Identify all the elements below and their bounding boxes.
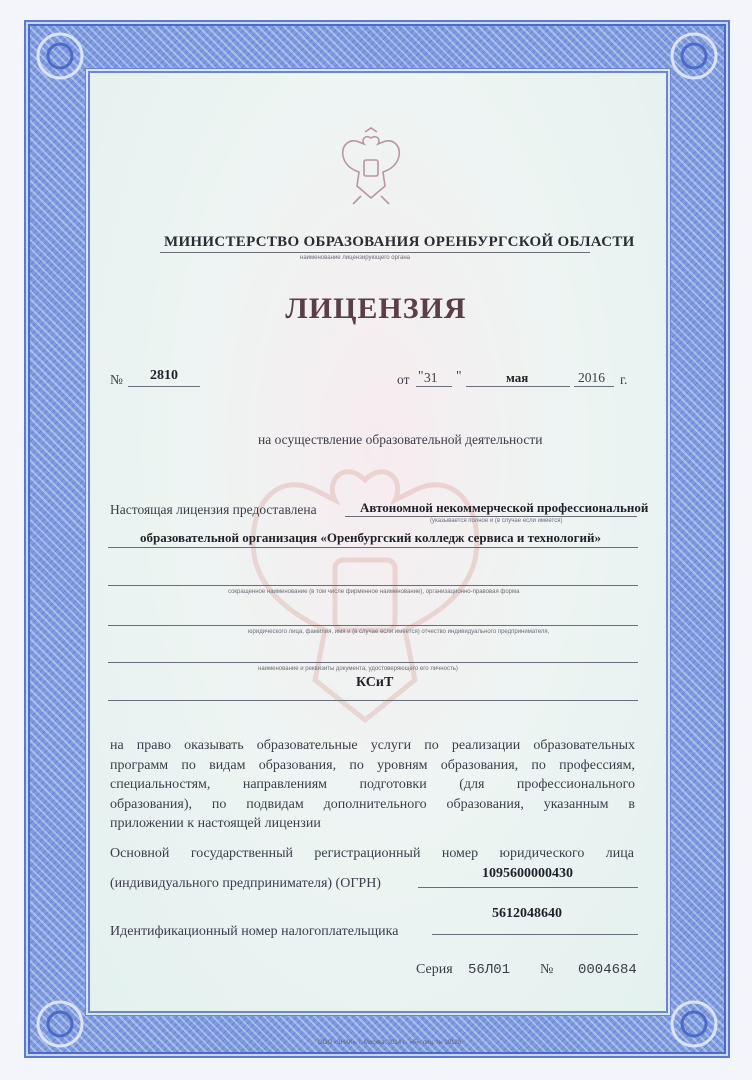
series-value: 56Л01 <box>468 962 511 978</box>
ogrn-label-line1: Основной государственный регистрационный номер юридического лица <box>110 846 634 861</box>
divider <box>108 625 638 626</box>
inn-value: 5612048640 <box>492 906 562 921</box>
rights-line: программ по видам образования, по уровням образования, по профессиям, <box>110 757 635 773</box>
divider <box>345 516 637 517</box>
divider <box>466 386 570 387</box>
corner-ornament-icon <box>664 994 724 1054</box>
ogrn-value: 1095600000430 <box>482 866 573 881</box>
rights-line: приложении к настоящей лицензии <box>110 816 321 832</box>
corner-ornament-icon <box>664 26 724 86</box>
inn-label: Идентификационный номер налогоплательщика <box>110 924 399 939</box>
license-purpose: на осуществление образовательной деятельности <box>258 432 543 447</box>
rights-line: образования), по подвидам дополнительного образования, указанным в <box>110 796 635 812</box>
rights-line: на право оказывать образовательные услуги по реализации образовательных <box>110 738 635 753</box>
license-day: 31 <box>424 370 438 385</box>
divider <box>108 700 638 701</box>
caption-full-name: (указывается полное и (в случае если имеется) <box>430 518 563 524</box>
form-number: 0004684 <box>578 962 637 978</box>
series-label: Серия <box>416 962 453 977</box>
corner-ornament-icon <box>30 26 90 86</box>
divider <box>574 386 614 387</box>
caption-person: юридического лица, фамилия, имя и (в случае если имеется) отчество индивидуального предпринимателя, <box>248 629 550 635</box>
divider <box>128 386 200 387</box>
rights-line: специальностям, направлениям подготовки (для профессионального <box>110 777 635 793</box>
licensee-short-name: КСиТ <box>356 675 394 690</box>
divider <box>108 585 638 586</box>
number-label: № <box>110 372 123 387</box>
form-number-label: № <box>540 962 554 977</box>
divider <box>108 662 638 663</box>
quote-open: " <box>418 368 424 383</box>
authority-caption: наименование лицензирующего органа <box>300 255 410 261</box>
license-year: 2016 <box>578 370 605 385</box>
caption-org-form: сокращенное наименование (в том числе фирменное наименование), организационно-правовая форма <box>228 589 520 595</box>
quote-close: " <box>456 368 462 383</box>
ogrn-label-line2: (индивидуального предпринимателя) (ОГРН) <box>110 876 381 891</box>
divider <box>416 386 452 387</box>
divider <box>160 252 590 253</box>
license-number: 2810 <box>150 368 178 383</box>
year-suffix: г. <box>620 372 628 387</box>
document-title: ЛИЦЕНЗИЯ <box>285 292 467 325</box>
licensee-intro: Настоящая лицензия предоставлена <box>110 502 317 517</box>
licensee-name-line2: образовательной организация «Оренбургский колледж сервиса и технологий» <box>140 530 601 545</box>
caption-id-document: наименование и реквизиты документа, удостоверяющего его личность) <box>258 666 458 672</box>
licensing-authority: МИНИСТЕРСТВО ОБРАЗОВАНИЯ ОРЕНБУРГСКОЙ ОБЛАСТИ <box>164 234 635 250</box>
coat-of-arms-icon <box>331 126 411 208</box>
printer-note: ООО «ЗНАК», г. Москва, 2014 г., «б», лиц. № 39128 <box>318 1040 462 1046</box>
rights-paragraph <box>110 736 635 834</box>
divider <box>418 887 638 888</box>
divider <box>432 934 638 935</box>
licensee-name-line1: Автономной некоммерческой профессиональной <box>360 500 649 515</box>
date-prefix: от <box>397 372 410 387</box>
corner-ornament-icon <box>30 994 90 1054</box>
divider <box>108 547 638 548</box>
license-month: мая <box>506 370 529 385</box>
